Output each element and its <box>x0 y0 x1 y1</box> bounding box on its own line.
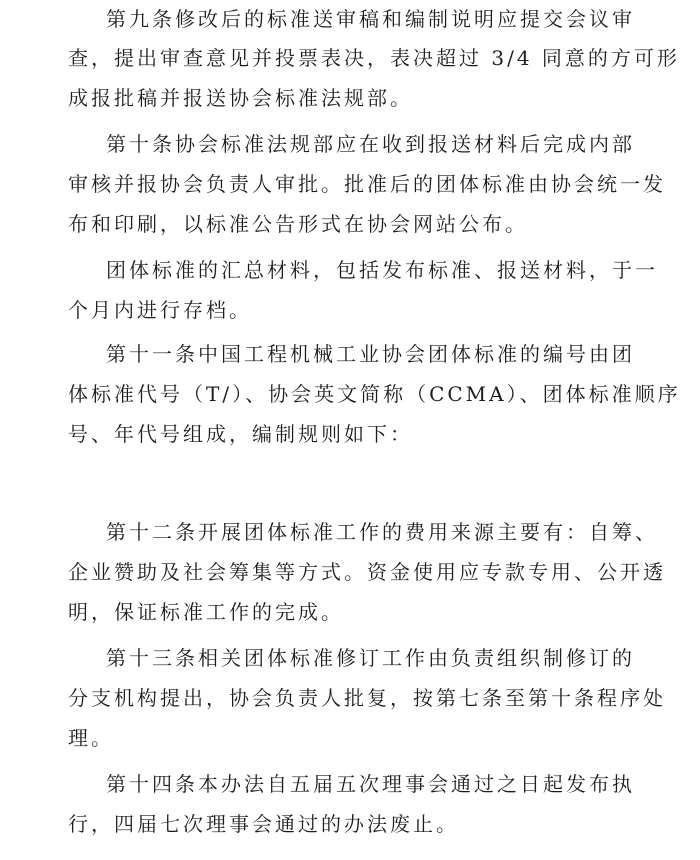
paragraph-archive-line-1: 团体标准的汇总材料，包括发布标准、报送材料，于一 <box>106 258 658 282</box>
paragraph-article-11-line-2: 体标准代号（T/）、协会英文简称（CCMA）、团体标准顺序 <box>68 382 681 406</box>
paragraph-article-12-line-2: 企业赞助及社会筹集等方式。资金使用应专款专用、公开透 <box>68 560 666 584</box>
paragraph-article-12-line-1: 第十二条开展团体标准工作的费用来源主要有：自筹、 <box>106 520 658 544</box>
paragraph-article-9-line-1: 第九条修改后的标准送审稿和编制说明应提交会议审 <box>106 7 635 31</box>
paragraph-article-9-line-3: 成报批稿并报送协会标准法规部。 <box>68 86 413 110</box>
paragraph-article-10-line-2: 审核并报协会负责人审批。批准后的团体标准由协会统一发 <box>68 172 666 196</box>
paragraph-article-11-line-1: 第十一条中国工程机械工业协会团体标准的编号由团 <box>106 342 635 366</box>
paragraph-article-14-line-2: 行，四届七次理事会通过的办法废止。 <box>68 812 459 836</box>
paragraph-article-13-line-3: 理。 <box>68 726 114 750</box>
paragraph-article-9-line-2: 查，提出审查意见并投票表决，表决超过 3/4 同意的方可形 <box>68 46 680 70</box>
paragraph-article-14-line-1: 第十四条本办法自五届五次理事会通过之日起发布执 <box>106 772 635 796</box>
paragraph-article-10-line-1: 第十条协会标准法规部应在收到报送材料后完成内部 <box>106 132 635 156</box>
paragraph-article-11-line-3: 号、年代号组成，编制规则如下： <box>68 422 413 446</box>
paragraph-article-10-line-3: 布和印刷，以标准公告形式在协会网站公布。 <box>68 212 528 236</box>
paragraph-article-13-line-1: 第十三条相关团体标准修订工作由负责组织制修订的 <box>106 646 635 670</box>
paragraph-article-13-line-2: 分支机构提出，协会负责人批复，按第七条至第十条程序处 <box>68 686 666 710</box>
paragraph-article-12-line-3: 明，保证标准工作的完成。 <box>68 600 344 624</box>
paragraph-archive-line-2: 个月内进行存档。 <box>68 298 252 322</box>
